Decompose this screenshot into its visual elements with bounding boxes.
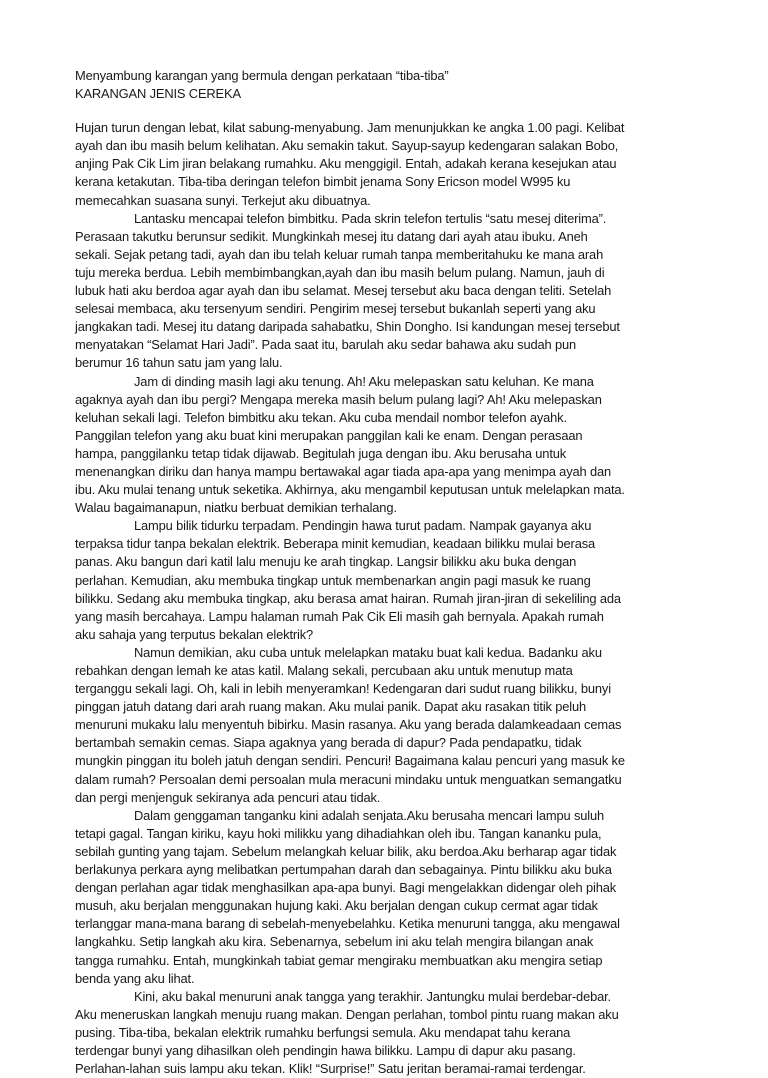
text-line: lubuk hati aku berdoa agar ayah dan ibu selamat. Mesej tersebut aku baca dengan teliti. Setelah (75, 283, 612, 299)
text-line: terdengar bunyi yang dihasilkan oleh pendingin hawa bilikku. Lampu di dapur aku pasang. (75, 1042, 576, 1058)
text-line: ibu. Aku mulai tenang untuk seketika. Akhirnya, aku mengambil keputusan untuk melelapkan mata. (75, 482, 625, 498)
text-line: anjing Pak Cik Lim jiran belakang rumahku. Aku menggigil. Entah, adakah kerana kesejukan atau (75, 156, 617, 172)
text-line: menenangkan diriku dan hanya mampu bertawakal agar tiada apa-apa yang menimpa ayah dan (75, 463, 612, 479)
text-line: bertambah semakin cemas. Siapa agaknya yang berada di dapur? Pada pendapatku, tidak (75, 735, 582, 751)
text-line: Aku meneruskan langkah menuju ruang makan. Dengan perlahan, tombol pintu ruang makan aku (75, 1006, 619, 1022)
text-line: sekali. Sejak petang tadi, ayah dan ibu telah keluar rumah tanpa memberitahuku ke mana arah (75, 246, 604, 262)
text-line: langkahku. Setip langkah aku kira. Sebenarnya, sebelum ini aku telah mengira bilangan anak (75, 934, 594, 950)
paragraph-first-line: Namun demikian, aku cuba untuk melelapkan mataku buat kali kedua. Badanku aku (134, 644, 602, 660)
text-line: dengan perlahan agar tidak menghasilkan apa-apa bunyi. Bagi mengelakkan didengar oleh pihak (75, 880, 617, 896)
text-line: menuruni mukaku lalu menyentuh bibirku. Masin rasanya. Aku yang berada dalamkeadaan cemas (75, 717, 622, 733)
paragraph-first-line: Kini, aku bakal menuruni anak tangga yang terakhir. Jantungku mulai berdebar-debar. (134, 988, 611, 1004)
text-line: selesai membaca, aku tersenyum sendiri. Pengirim mesej tersebut bukanlah seperti yang aku (75, 301, 596, 317)
text-line: memecahkan suasana sunyi. Terkejut aku dibuatnya. (75, 192, 371, 208)
text-line: berlakunya perkara ayng melibatkan pertumpahan darah dan sebagainya. Pintu bilikku aku buka (75, 862, 612, 878)
text-line: perlahan. Kemudian, aku membuka tingkap untuk membenarkan angin pagi masuk ke ruang (75, 572, 591, 588)
text-line: aku sahaja yang terputus bekalan elektrik? (75, 626, 314, 642)
text-line: tangga rumahku. Entah, mungkinkah tabiat gemar mengiraku membuatkan aku mengira setiap (75, 952, 603, 968)
text-line: bilikku. Sedang aku membuka tingkap, aku berasa amat hairan. Rumah jiran-jiran di sekeliling ada (75, 590, 621, 606)
text-line: hampa, panggilanku tetap tidak dijawab. Begitulah juga dengan ibu. Aku berusaha untuk (75, 445, 567, 461)
text-line: Perasaan takutku berunsur sedikit. Mungkinkah mesej itu datang dari ayah atau ibuku. Aneh (75, 228, 588, 244)
paragraph-first-line: Lampu bilik tidurku terpadam. Pendingin hawa turut padam. Nampak gayanya aku (134, 518, 592, 534)
text-line: menyatakan “Selamat Hari Jadi”. Pada saat itu, barulah aku sedar bahawa aku sudah pun (75, 337, 577, 353)
document-title: Menyambung karangan yang bermula dengan perkataan “tiba-tiba” (75, 68, 449, 83)
text-line: yang masih bercahaya. Lampu halaman rumah Pak Cik Eli masih gah bernyala. Apakah rumah (75, 608, 604, 624)
text-line: dalam rumah? Persoalan demi persoalan mula meracuni mindaku untuk menguatkan semangatku (75, 771, 622, 787)
text-line: musuh, aku berjalan menggunakan hujung kaki. Aku berjalan dengan cukup cermat agar tidak (75, 898, 598, 914)
text-line: terlanggar mana-mana barang di sebelah-menyebelahku. Ketika menuruni tangga, aku mengawal (75, 916, 620, 932)
text-line: mungkin pinggan itu boleh jatuh dengan sendiri. Pencuri! Bagaimana kalau pencuri yang masuk ke (75, 753, 625, 769)
essay-text (75, 119, 693, 1078)
text-line: pinggan jatuh datang dari arah ruang makan. Aku mulai panik. Dapat aku rasakan titik peluh (75, 699, 587, 715)
spacer (75, 103, 693, 119)
text-line: benda yang aku lihat. (75, 970, 195, 986)
document-body (75, 67, 693, 1078)
text-line: kerana ketakutan. Tiba-tiba deringan telefon bimbit jenama Sony Ericson model W995 ku (75, 174, 571, 190)
text-line: ayah dan ibu masih belum kelihatan. Aku semakin takut. Sayup-sayup kedengaran salakan Bobo, (75, 138, 619, 154)
paragraph-first-line: Dalam genggaman tanganku kini adalah senjata.Aku berusaha mencari lampu suluh (134, 807, 605, 823)
text-line: tuju mereka berdua. Lebih membimbangkan,ayah dan ibu masih belum pulang. Namun, jauh di (75, 264, 605, 280)
text-line: sebilah gunting yang tajam. Sebelum melangkah keluar bilik, aku berdoa.Aku berharap agar tidak (75, 843, 617, 859)
text-line: jangkakan tadi. Mesej itu datang daripada sahabatku, Shin Dongho. Isi kandungan mesej tersebut (75, 319, 620, 335)
text-line: Panggilan telefon yang aku buat kini merupakan panggilan kali ke enam. Dengan perasaan (75, 427, 583, 443)
text-line: pusing. Tiba-tiba, bekalan elektrik rumahku berfungsi semula. Aku mendapat tahu kerana (75, 1024, 571, 1040)
text-line: tetapi gagal. Tangan kiriku, kayu hoki milikku yang dihadiahkan oleh ibu. Tangan kananku pula, (75, 825, 602, 841)
text-line: berumur 16 tahun satu jam yang lalu. (75, 355, 283, 371)
paragraph-first-line: Lantasku mencapai telefon bimbitku. Pada skrin telefon tertulis “satu mesej diterima”. (134, 210, 607, 226)
text-line: keluhan sekali lagi. Telefon bimbitku aku tekan. Aku cuba mendail nombor telefon ayahk. (75, 409, 567, 425)
text-line: panas. Aku bangun dari katil lalu menuju ke arah tingkap. Langsir bilikku aku buka dengan (75, 554, 577, 570)
text-line: agaknya ayah dan ibu pergi? Mengapa mereka masih belum pulang lagi? Ah! Aku melepaskan (75, 391, 602, 407)
text-line: Walau bagaimanapun, niatku berbuat demikian terhalang. (75, 500, 397, 516)
text-line: dan pergi menjenguk sekiranya ada pencuri atau tidak. (75, 789, 381, 805)
document-subtitle: KARANGAN JENIS CEREKA (75, 86, 241, 102)
paragraph-first-line: Jam di dinding masih lagi aku tenung. Ah! Aku melepaskan satu keluhan. Ke mana (134, 373, 594, 389)
text-line: terpaksa tidur tanpa bekalan elektrik. Beberapa minit kemudian, keadaan bilikku mulai berasa (75, 536, 596, 552)
text-line: Hujan turun dengan lebat, kilat sabung-menyabung. Jam menunjukkan ke angka 1.00 pagi. Kelibat (75, 120, 625, 136)
text-line: Perlahan-lahan suis lampu aku tekan. Klik! “Surprise!” Satu jeritan beramai-ramai terdengar. (75, 1061, 586, 1077)
text-line: terganggu sekali lagi. Oh, kali in lebih menyeramkan! Kedengaran dari sudut ruang bilikku, bunyi (75, 681, 611, 697)
text-line: rebahkan dengan lemah ke atas katil. Malang sekali, percubaan aku untuk menutup mata (75, 663, 573, 678)
